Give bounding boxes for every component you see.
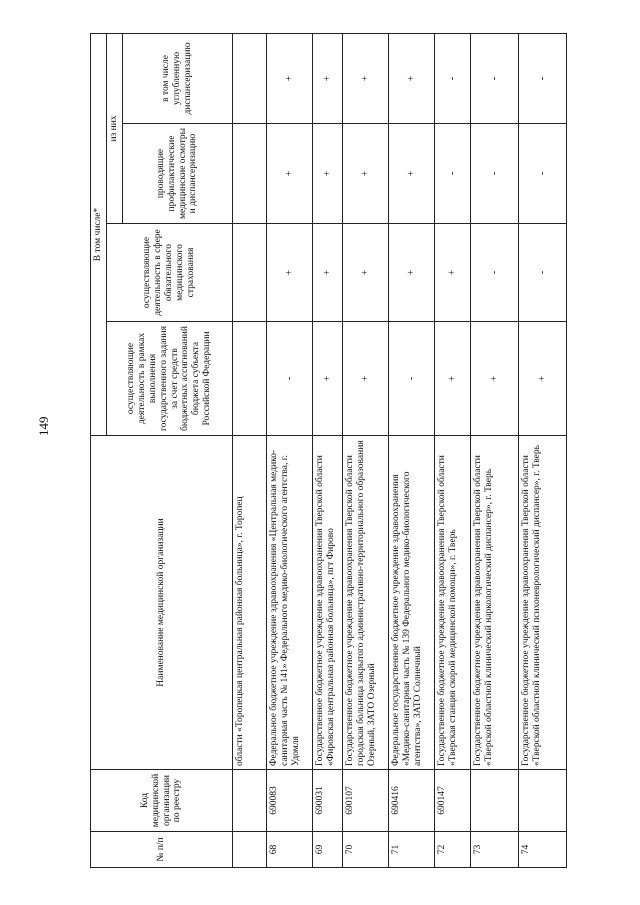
row-deep [233,33,267,123]
row-oms: + [389,224,435,322]
table-row [343,33,389,867]
row-code: 690031 [313,770,343,832]
row-code [471,770,519,832]
row-state: + [313,322,343,436]
row-code [233,770,267,832]
row-name: Государственное бюджетное учреждение здравоохранения Тверской области «Тверская станция скорой медицинской помощи», г. Тверь [435,436,471,770]
header-oms: осуществляющие деятельность в сфере обязательного медицинского страхования [107,224,233,322]
row-code: 690147 [435,770,471,832]
row-num: 72 [435,832,471,868]
row-name: Государственное бюджетное учреждение здравоохранения Тверской области «Тверской областной клинический психоневрологический диспансер», г. Тверь [519,436,567,770]
row-deep: + [389,33,435,123]
row-num: 71 [389,832,435,868]
row-code: 690083 [267,770,313,832]
row-oms [233,224,267,322]
row-state: + [343,322,389,436]
row-deep: + [267,33,313,123]
table-row [471,33,519,867]
row-code: 690107 [343,770,389,832]
row-prof: + [343,124,389,224]
row-oms: - [471,224,519,322]
row-deep: - [471,33,519,123]
table-row [519,33,567,867]
header-state: осуществляющие деятельность в рамках выполнения государственного задания за счет средств бюджетных ассигнований бюджета субъекта Российской Федерации [107,322,233,436]
row-state [233,322,267,436]
row-num: 69 [313,832,343,868]
table-row [435,33,471,867]
table-row [313,33,343,867]
table-row [267,33,313,867]
row-name: Федеральное бюджетное учреждение здравоохранения «Центральная медико-санитарная часть № 141» Федерального медико-биологического агентства, г. Удомля [267,436,313,770]
row-prof: + [267,124,313,224]
row-prof: - [435,124,471,224]
row-name: Федеральное государственное бюджетное учреждение здравоохранения «Медико-санитарная часть № 139 Федерального медико-биологического агентства», ЗАТО Солнечный [389,436,435,770]
row-code: 690416 [389,770,435,832]
row-prof: - [519,124,567,224]
table-row [233,33,267,867]
row-deep: + [343,33,389,123]
row-oms: - [519,224,567,322]
header-prof: проводящие профилактические медицинские осмотры и диспансеризацию [123,124,233,224]
row-name: Государственное бюджетное учреждение здравоохранения Тверской области «Фировская центральная районная больница», пгт Фирово [313,436,343,770]
table-row [389,33,435,867]
row-state: - [267,322,313,436]
row-code [519,770,567,832]
row-deep: - [435,33,471,123]
header-code: Код медицинской организации по реестру [91,770,233,832]
row-state: + [519,322,567,436]
row-num: 68 [267,832,313,868]
row-num: 74 [519,832,567,868]
header-num: № п/п [91,832,233,868]
row-name: Государственное бюджетное учреждение здравоохранения Тверской области «Тверской областной клинический наркологический диспансер», г. Тверь [471,436,519,770]
header-name: Наименование медицинской организации [91,436,233,770]
row-deep: - [519,33,567,123]
row-prof: + [389,124,435,224]
row-oms: + [343,224,389,322]
organizations-table [90,33,567,868]
row-state: + [471,322,519,436]
page-number: 149 [36,416,51,436]
row-num [233,832,267,868]
header-deep: в том числе углубленную диспансеризацию [123,33,233,123]
row-num: 73 [471,832,519,868]
row-deep: + [313,33,343,123]
row-oms: + [313,224,343,322]
row-name: области «Торопецкая центральная районная больница», г. Торопец [233,436,267,770]
row-oms: + [267,224,313,322]
row-prof: + [313,124,343,224]
row-prof [233,124,267,224]
header-group: В том числе* [91,33,107,435]
row-state: - [389,322,435,436]
rotated-table-wrapper [90,34,610,868]
row-state: + [435,322,471,436]
row-num: 70 [343,832,389,868]
row-name: Государственное бюджетное учреждение здравоохранения Тверской области городская больница закрытого административно-территориального образования Озерный, ЗАТО Озерный [343,436,389,770]
row-oms: + [435,224,471,322]
row-prof: - [471,124,519,224]
header-of-them: из них [107,33,123,223]
